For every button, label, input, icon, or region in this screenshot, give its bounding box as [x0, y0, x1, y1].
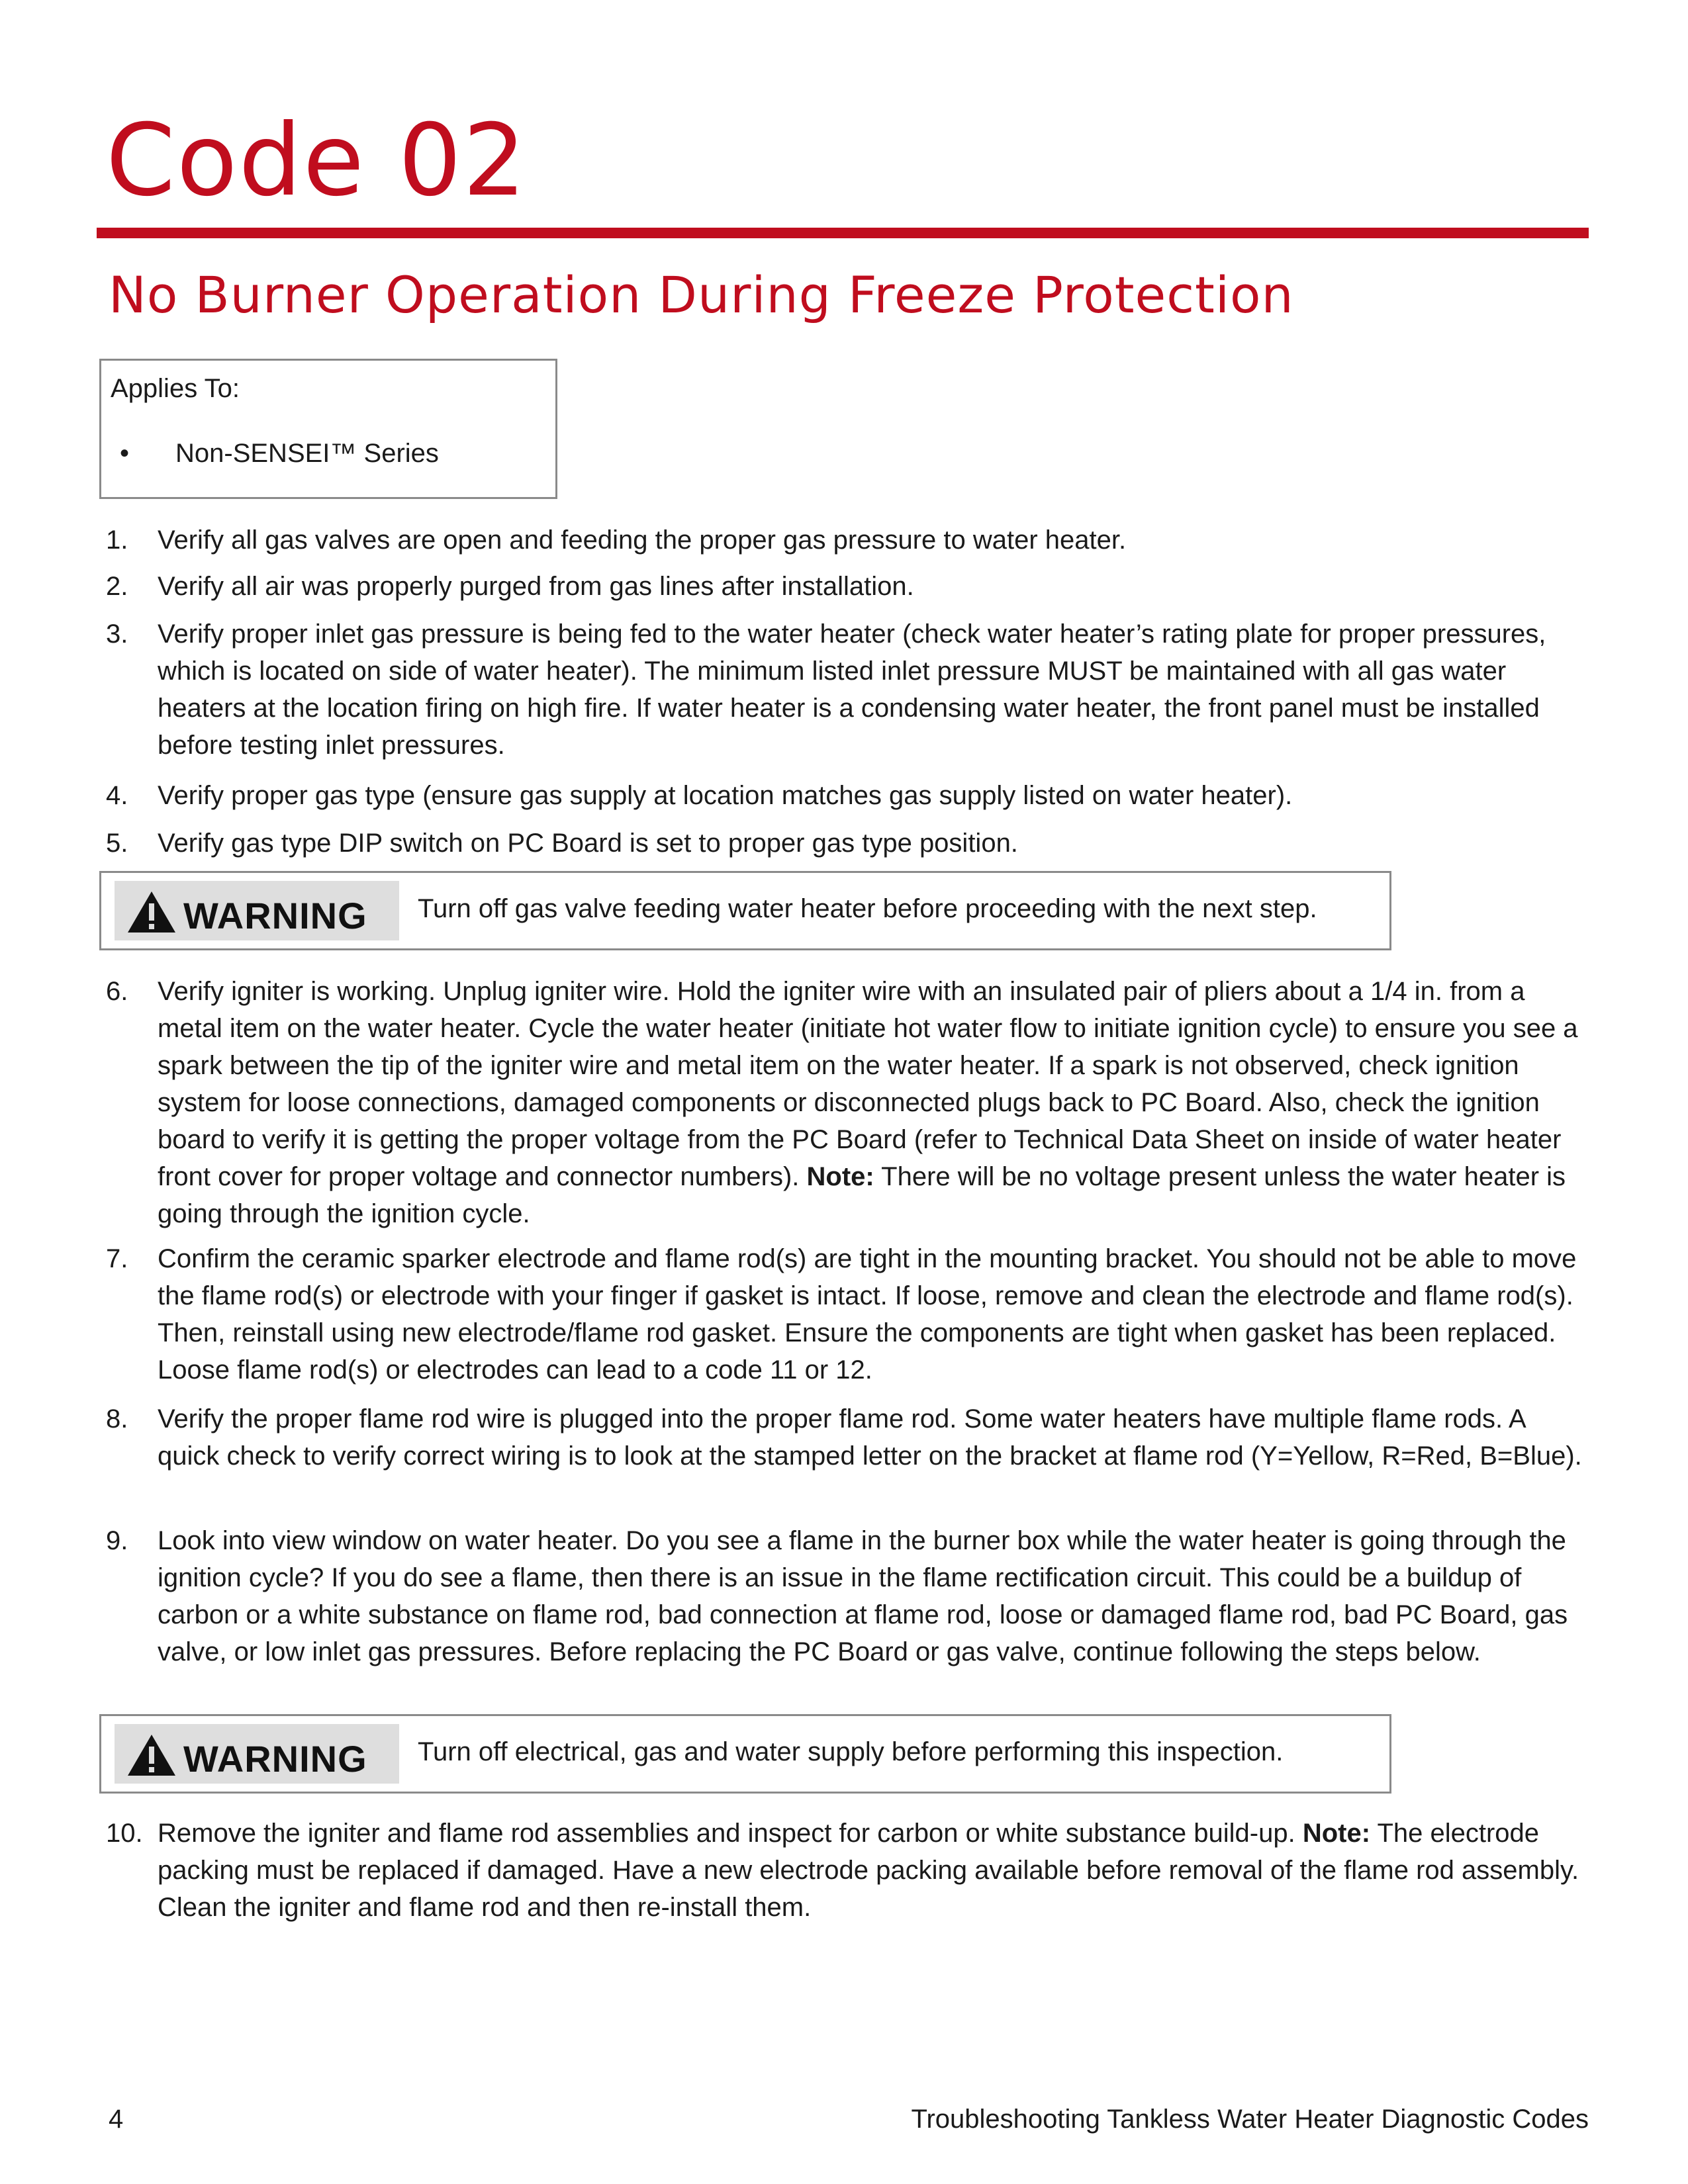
page-title: Code 02 [106, 103, 528, 218]
step-4 [106, 777, 1582, 814]
warning-label: WARNING [183, 1738, 367, 1780]
footer-doc-title: Troubleshooting Tankless Water Heater Diagnostic Codes [911, 2105, 1589, 2134]
note-label: Note: [806, 1162, 874, 1191]
note-text: There will be no voltage present unless the water heater is going through the ignition cycle. [158, 1162, 1566, 1228]
step-number: 10. [106, 1819, 143, 1848]
applies-to-item-text: Non-SENSEI™ Series [175, 439, 439, 468]
applies-to-item [111, 439, 439, 469]
step-number: 8. [106, 1404, 128, 1433]
step-text: Verify the proper flame rod wire is plugged into the proper flame rod. Some water heaters have multiple flame rods. A quick check to verify correct wiring is to look at the stamped letter on the bracket at flame rod (Y=Yellow, R=Red, B=Blue). [158, 1404, 1582, 1471]
step-text-body: Remove the igniter and flame rod assemblies and inspect for carbon or white substance build-up. [158, 1819, 1295, 1848]
warning-label: WARNING [183, 895, 367, 936]
step-1 [106, 522, 1582, 559]
step-2 [106, 568, 1582, 605]
step-number: 1. [106, 525, 128, 555]
step-text: Verify all air was properly purged from gas lines after installation. [158, 572, 914, 601]
step-text: Verify proper gas type (ensure gas supply at location matches gas supply listed on water heater). [158, 781, 1293, 810]
applies-to-box [99, 359, 557, 499]
warning-box-supply [99, 1714, 1391, 1794]
note-text: The electrode packing must be replaced if damaged. Have a new electrode packing available before removal of the flame rod assembly. Clean the igniter and flame rod and then re-install them. [158, 1819, 1579, 1922]
step-text: Verify all gas valves are open and feeding the proper gas pressure to water heater. [158, 525, 1127, 555]
applies-to-label: Applies To: [111, 374, 240, 403]
step-text: Verify gas type DIP switch on PC Board is set to proper gas type position. [158, 829, 1018, 858]
warning-triangle-icon [126, 1733, 177, 1777]
step-number: 7. [106, 1244, 128, 1273]
warning-text: Turn off gas valve feeding water heater before proceeding with the next step. [418, 894, 1317, 923]
step-number: 4. [106, 781, 128, 810]
step-number: 9. [106, 1526, 128, 1555]
step-8 [106, 1400, 1582, 1475]
step-text: Confirm the ceramic sparker electrode and flame rod(s) are tight in the mounting bracket. You should not be able to move the flame rod(s) or electrode with your finger if gasket is intact. If loose, remove and clean the electrode and flame rod(s). Then, reinstall using new electrode/flame rod gasket. Ensure the components are tight when gasket has been replaced. Loose flame rod(s) or electrodes can lead to a code 11 or 12. [158, 1244, 1577, 1385]
page-subtitle: No Burner Operation During Freeze Protection [109, 265, 1294, 324]
warning-triangle-icon [126, 890, 177, 934]
step-5 [106, 825, 1582, 862]
note-label: Note: [1302, 1819, 1371, 1848]
warning-text: Turn off electrical, gas and water supply before performing this inspection. [418, 1737, 1284, 1766]
warning-badge [115, 1724, 399, 1784]
bullet-icon: • [120, 439, 130, 468]
step-10 [106, 1815, 1582, 1926]
step-text: Look into view window on water heater. Do you see a flame in the burner box while the water heater is going through the ignition cycle? If you do see a flame, then there is an issue in the flame rectification circuit. This could be a buildup of carbon or a white substance on flame rod, bad connection at flame rod, loose or damaged flame rod, bad PC Board, gas valve, or low inlet gas pressures. Before replacing the PC Board or gas valve, continue following the steps below. [158, 1526, 1568, 1666]
step-text: Verify proper inlet gas pressure is being fed to the water heater (check water heater’s rating plate for proper pressures, which is located on side of water heater). The minimum listed inlet pressure MUST be maintained with all gas water heaters at the location firing on high fire. If water heater is a condensing water heater, the front panel must be installed before testing inlet pressures. [158, 619, 1546, 760]
warning-box-gas [99, 871, 1391, 950]
step-9 [106, 1522, 1582, 1670]
page-number: 4 [109, 2105, 124, 2134]
step-number: 2. [106, 572, 128, 601]
step-text-body: Verify igniter is working. Unplug igniter wire. Hold the igniter wire with an insulated pair of pliers about a 1/4 in. from a metal item on the water heater. Cycle the water heater (initiate hot water flow to initiate ignition cycle) to ensure you see a spark between the tip of the igniter wire and metal item on the water heater. If a spark is not observed, check ignition system for loose connections, damaged components or disconnected plugs back to PC Board. Also, check the ignition board to verify it is getting the proper voltage from the PC Board (refer to Technical Data Sheet on inside of water heater front cover for proper voltage and connector numbers). [158, 977, 1578, 1191]
step-6 [106, 973, 1582, 1232]
step-number: 5. [106, 829, 128, 858]
step-3 [106, 615, 1582, 764]
warning-badge [115, 881, 399, 940]
step-text [158, 973, 1582, 1232]
step-text [158, 1815, 1582, 1926]
step-7 [106, 1240, 1582, 1388]
step-number: 3. [106, 619, 128, 649]
title-rule [97, 228, 1589, 238]
step-number: 6. [106, 977, 128, 1006]
